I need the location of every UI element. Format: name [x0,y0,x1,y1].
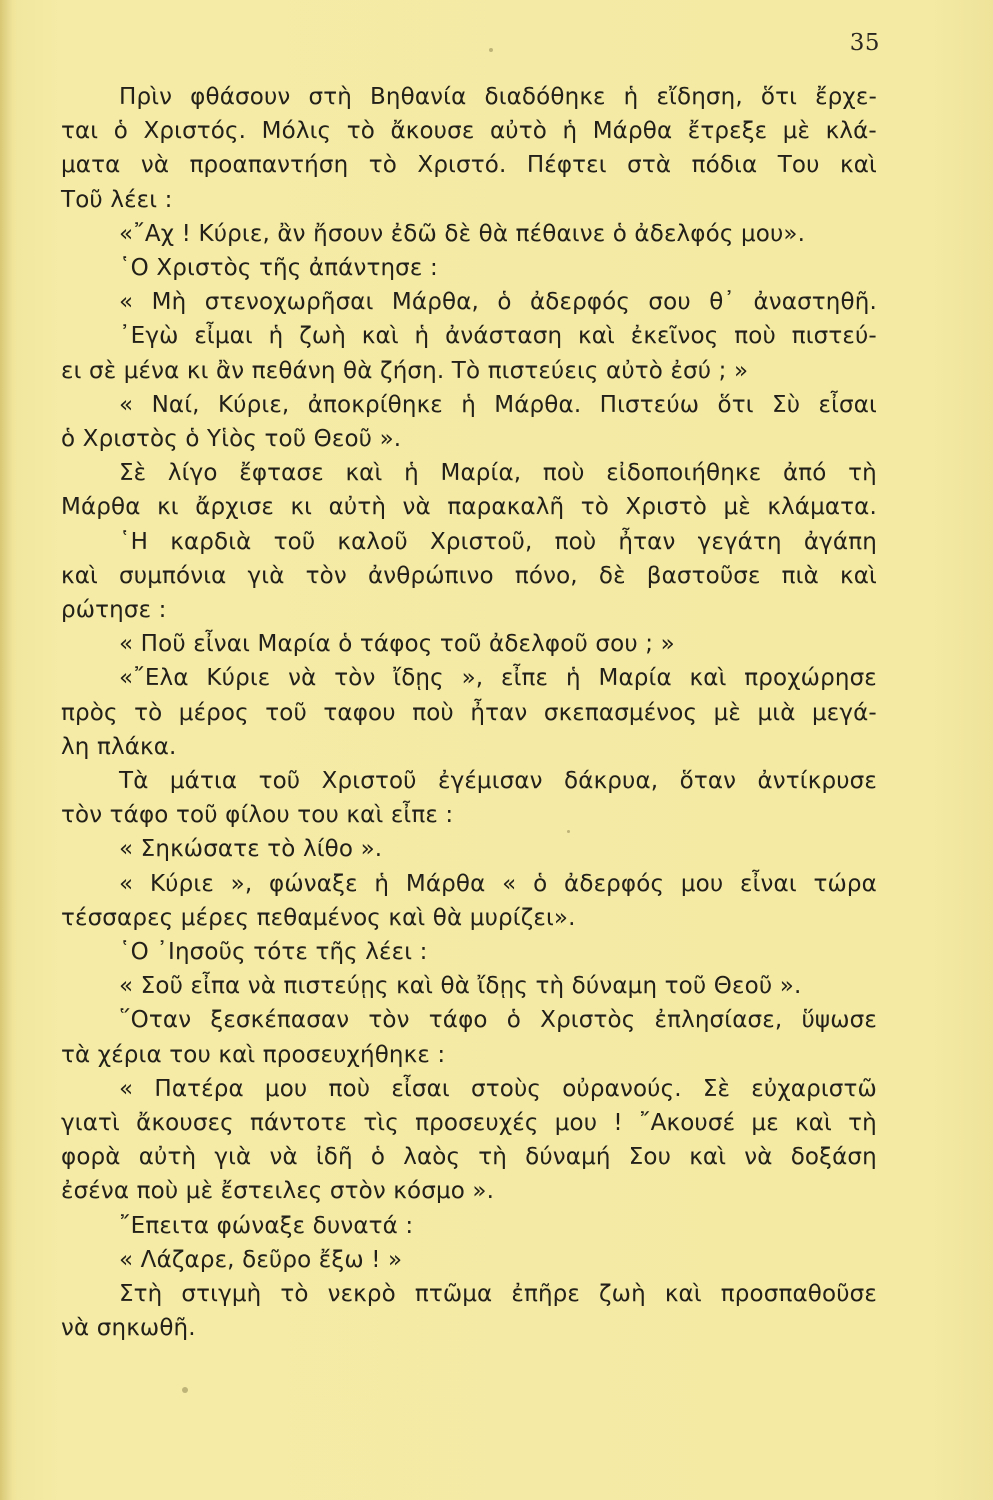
paper-speck [489,48,493,52]
text-line [0,1106,993,1140]
text-line-content: ει σὲ μένα κι ἂν πεθάνη θὰ ζήση. Τὸ πιστεύεις αὐτὸ ἐσύ ; » [61,357,749,384]
text-line [0,730,993,764]
text-line [0,1277,993,1311]
text-line [0,490,993,524]
text-line-content: « Ναί, Κύριε, ἀποκρίθηκε ἡ Μάρθα. Πιστεύω ὅτι Σὺ εἶσαι [119,391,877,418]
text-line [0,354,993,388]
text-line-content: « Μὴ στενοχωρῆσαι Μάρθα, ὁ ἀδερφός σου θ᾿ ἀναστηθῆ. [119,289,877,316]
text-line [0,1038,993,1072]
text-line [0,319,993,353]
text-line-content: τὰ χέρια του καὶ προσευχήθηκε : [61,1041,446,1068]
text-line-content: λη πλάκα. [61,733,177,760]
text-line-content: ῾Ο Χριστὸς τῆς ἀπάντησε : [119,255,438,281]
text-line-content: ται ὁ Χριστός. Μόλις τὸ ἄκουσε αὐτὸ ἡ Μάρθα ἔτρεξε μὲ κλά- [61,118,877,145]
text-line-content: ρώτησε : [61,597,167,623]
text-line-content: « Κύριε », φώναξε ἡ Μάρθα « ὁ ἀδερφός μου εἶναι τώρα [119,870,877,897]
text-line-content: ῾Η καρδιὰ τοῦ καλοῦ Χριστοῦ, ποὺ ἦταν γεγάτη ἀγάπη [119,528,877,555]
text-line [0,1140,993,1174]
text-line [0,285,993,319]
text-line [0,969,993,1003]
text-line [0,456,993,490]
text-line-content: « Σηκώσατε τὸ λίθο ». [119,836,383,863]
text-line [0,251,993,285]
text-line [0,1209,993,1243]
text-line-content: « Ποῦ εἶναι Μαρία ὁ τάφος τοῦ ἀδελφοῦ σου ; » [119,631,675,658]
text-line-content: ἐσένα ποὺ μὲ ἔστειλες στὸν κόσμο ». [61,1178,495,1205]
text-line [0,1003,993,1037]
text-line-content: καὶ συμπόνια γιὰ τὸν ἀνθρώπινο πόνο, δὲ βαστοῦσε πιὰ καὶ [61,562,877,589]
text-line [0,148,993,182]
text-line [0,764,993,798]
text-line [0,217,993,251]
text-line [0,388,993,422]
text-line-content: γιατὶ ἄκουσες πάντοτε τὶς προσευχές μου ! ῎Ακουσέ με καὶ τὴ [61,1110,877,1136]
text-line-content: ᾿Εγὼ εἶμαι ἡ ζωὴ καὶ ἡ ἀνάσταση καὶ ἐκεῖνος ποὺ πιστεύ- [119,323,877,350]
text-line-content: φορὰ αὐτὴ γιὰ νὰ ἰδῆ ὁ λαὸς τὴ δύναμή Σου καὶ νὰ δοξάση [61,1144,877,1171]
text-line-content: Μάρθα κι ἄρχισε κι αὐτὴ νὰ παρακαλῆ τὸ Χριστὸ μὲ κλάματα. [61,494,877,521]
text-line [0,422,993,456]
text-line [0,1243,993,1277]
text-line [0,901,993,935]
text-line [0,183,993,217]
text-line-content: ῎Επειτα φώναξε δυνατά : [119,1212,414,1239]
text-line [0,696,993,730]
text-line-content: ὁ Χριστὸς ὁ Υἱὸς τοῦ Θεοῦ ». [61,426,402,452]
paper-speck [567,830,570,833]
text-line-content: Τοῦ λέει : [61,186,173,213]
text-line-content: νὰ σηκωθῆ. [61,1315,196,1342]
text-line [0,867,993,901]
text-line [0,661,993,695]
text-line-content: « Λάζαρε, δεῦρο ἔξω ! » [119,1246,403,1273]
text-line-content: «῎Ελα Κύριε νὰ τὸν ἴδῃς », εἶπε ἡ Μαρία καὶ προχώρησε [119,665,877,692]
text-line [0,627,993,661]
text-line-content: τὸν τάφο τοῦ φίλου του καὶ εἶπε : [61,802,454,829]
text-line [0,935,993,969]
text-line-content: « Σοῦ εἶπα νὰ πιστεύῃς καὶ θὰ ἴδῃς τὴ δύναμη τοῦ Θεοῦ ». [119,973,802,1000]
text-line [0,114,993,148]
text-line [0,80,993,114]
text-line [0,1311,993,1345]
text-line-content: ῾Ο ᾿Ιησοῦς τότε τῆς λέει : [119,939,428,965]
text-line-content: Στὴ στιγμὴ τὸ νεκρὸ πτῶμα ἐπῆρε ζωὴ καὶ προσπαθοῦσε [119,1281,877,1307]
text-line [0,832,993,866]
text-line [0,593,993,627]
text-line [0,1174,993,1208]
text-line [0,525,993,559]
text-line-content: « Πατέρα μου ποὺ εἶσαι στοὺς οὐρανούς. Σὲ εὐχαριστῶ [119,1075,877,1102]
paper-speck [793,296,796,299]
text-line-content: ῞Οταν ξεσκέπασαν τὸν τάφο ὁ Χριστὸς ἐπλησίασε, ὕψωσε [119,1007,877,1034]
page-number: 35 [849,30,880,56]
paper-speck [182,1387,188,1393]
text-line-content: Σὲ λίγο ἔφτασε καὶ ἡ Μαρία, ποὺ εἰδοποιήθηκε ἀπό τὴ [119,460,877,487]
text-line-content: ματα νὰ προαπαντήση τὸ Χριστό. Πέφτει στὰ πόδια Του καὶ [61,152,877,179]
text-line-content: τέσσαρες μέρες πεθαμένος καὶ θὰ μυρίζει». [61,904,576,931]
text-line-content: Τὰ μάτια τοῦ Χριστοῦ ἐγέμισαν δάκρυα, ὅταν ἀντίκρυσε [119,768,877,794]
text-line [0,1072,993,1106]
text-line-content: πρὸς τὸ μέρος τοῦ ταφου ποὺ ἦταν σκεπασμένος μὲ μιὰ μεγά- [61,699,877,726]
text-line-content: Πρὶν φθάσουν στὴ Βηθανία διαδόθηκε ἡ εἴδηση, ὅτι ἔρχε- [119,84,877,110]
text-line [0,559,993,593]
text-line [0,798,993,832]
text-line-content: «῎Αχ ! Κύριε, ἂν ἤσουν ἐδῶ δὲ θὰ πέθαινε ὁ ἀδελφός μου». [119,220,806,247]
